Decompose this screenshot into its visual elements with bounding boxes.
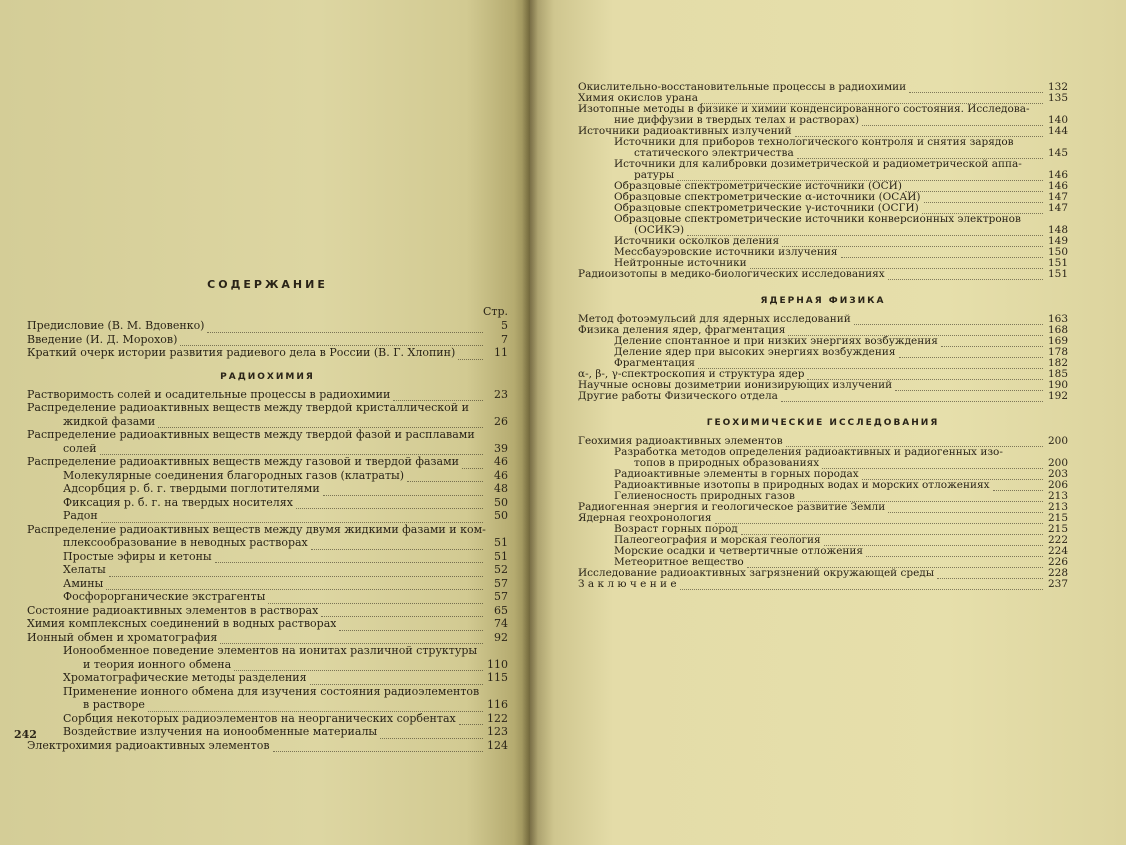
toc-entry-page: 26: [494, 414, 508, 428]
toc-entry: [27, 550, 508, 564]
nuclear-physics-list: [578, 314, 1068, 402]
toc-leader-dots: [924, 193, 1043, 203]
toc-entry: [27, 388, 508, 402]
toc-entry-title: Фрагментация: [614, 358, 696, 369]
toc-entry-page: 123: [487, 725, 508, 738]
toc-leader-dots: [905, 182, 1043, 192]
toc-entry-page: 115: [487, 671, 508, 684]
toc-entry: [27, 319, 508, 333]
toc-leader-dots: [687, 226, 1043, 236]
toc-leader-dots: [993, 481, 1043, 491]
toc-entry: [27, 671, 508, 685]
toc-entry-page: 203: [1047, 468, 1068, 480]
toc-entry: [27, 346, 508, 360]
toc-entry-title: Молекулярные соединения благородных газов (клатраты): [63, 468, 405, 482]
toc-entry-page: 50: [494, 509, 508, 522]
toc-entry: [578, 203, 1068, 214]
toc-entry-title: Образцовые спектрометрические источники конверсионных электронов: [614, 214, 1021, 225]
toc-entry-title: Возраст горных пород: [614, 524, 738, 535]
toc-leader-dots: [862, 116, 1043, 126]
toc-leader-dots: [909, 83, 1043, 93]
toc-leader-dots: [741, 525, 1043, 535]
toc-entry-page: 147: [1047, 202, 1068, 214]
toc-leader-dots: [101, 513, 483, 523]
toc-entry: [578, 336, 1068, 347]
toc-entry: [578, 469, 1068, 480]
toc-entry-title: Хроматографические методы разделения: [63, 671, 307, 684]
right-page: [530, 0, 1126, 845]
toc-entry: [578, 579, 1068, 590]
toc-entry: [578, 148, 1068, 159]
toc-leader-dots: [207, 323, 483, 333]
toc-entry-title: (ОСИКЭ): [634, 225, 685, 236]
toc-entry: [578, 170, 1068, 181]
toc-entry: [578, 369, 1068, 380]
toc-entry: [578, 535, 1068, 546]
toc-entry-title: Радиоактивные элементы в горных породах: [614, 469, 859, 480]
toc-entry-title: Источники радиоактивных излучений: [578, 126, 792, 137]
toc-entry-title: Фосфорорганические экстрагенты: [63, 590, 266, 603]
contents-heading: СОДЕРЖАНИЕ: [207, 278, 328, 291]
toc-leader-dots: [220, 634, 483, 644]
toc-entry: [578, 447, 1068, 458]
toc-entry-title: в растворе: [83, 698, 145, 711]
toc-entry: [578, 458, 1068, 469]
toc-entry-page: 228: [1047, 567, 1068, 579]
toc-entry-page: 122: [487, 711, 508, 725]
toc-leader-dots: [323, 486, 483, 496]
toc-entry: [578, 104, 1068, 115]
toc-entry: [578, 358, 1068, 369]
toc-entry: [27, 725, 508, 739]
toc-entry: [578, 159, 1068, 170]
toc-entry-title: Амины: [63, 576, 104, 590]
toc-entry-page: 124: [487, 738, 508, 752]
toc-entry: [27, 482, 508, 496]
toc-entry: [27, 631, 508, 645]
toc-entry: [578, 391, 1068, 402]
toc-entry: [578, 247, 1068, 258]
radiochemistry-list: [27, 388, 508, 753]
toc-leader-dots: [393, 391, 483, 401]
toc-entry-page: 151: [1047, 257, 1068, 269]
toc-entry-title: Мессбауэровские источники излучения: [614, 247, 838, 258]
toc-entry: [578, 524, 1068, 535]
toc-entry: [578, 269, 1068, 280]
toc-leader-dots: [841, 248, 1043, 258]
toc-entry: [578, 225, 1068, 236]
page-number: 242: [14, 728, 37, 741]
toc-entry-title: Ионный обмен и хроматография: [27, 630, 218, 644]
toc-entry-title: Состояние радиоактивных элементов в растворах: [27, 603, 319, 617]
toc-entry-title: Воздействие излучения на ионообменные материалы: [63, 725, 378, 738]
toc-entry: [578, 325, 1068, 336]
toc-entry: [578, 214, 1068, 225]
toc-entry: [578, 236, 1068, 247]
toc-entry-page: 213: [1047, 501, 1068, 513]
toc-entry-page: 200: [1047, 435, 1068, 447]
toc-entry-title: Применение ионного обмена для изучения состояния радиоэлементов: [63, 684, 480, 698]
toc-leader-dots: [698, 359, 1043, 369]
toc-entry-page: 178: [1047, 346, 1068, 358]
toc-entry-page: 148: [1047, 224, 1068, 236]
toc-entry-page: 57: [494, 590, 508, 603]
toc-leader-dots: [807, 370, 1043, 380]
toc-entry-page: 146: [1047, 169, 1068, 181]
toc-leader-dots: [786, 437, 1043, 447]
toc-entry-title: Распределение радиоактивных веществ между газовой и твердой фазами: [27, 455, 459, 468]
toc-entry-title: жидкой фазами: [63, 414, 156, 428]
toc-entry: [578, 568, 1068, 579]
toc-entry: [578, 93, 1068, 104]
toc-entry-page: 224: [1047, 545, 1068, 557]
toc-entry-page: 192: [1047, 390, 1068, 402]
toc-entry: [27, 415, 508, 429]
toc-entry: [578, 480, 1068, 491]
toc-entry-title: Введение (И. Д. Морохов): [27, 332, 178, 346]
toc-entry: [578, 546, 1068, 557]
toc-leader-dots: [862, 470, 1043, 480]
toc-entry: [578, 314, 1068, 325]
toc-leader-dots: [854, 315, 1043, 325]
toc-leader-dots: [459, 715, 483, 725]
toc-leader-dots: [321, 607, 483, 617]
toc-entry: [27, 401, 508, 415]
radiochemistry-continued-list: [578, 82, 1068, 280]
toc-entry-page: 46: [494, 468, 508, 482]
toc-entry-title: Окислительно-восстановительные процессы в радиохимии: [578, 82, 907, 93]
toc-entry-page: 23: [494, 387, 508, 401]
toc-entry-page: 74: [494, 617, 508, 630]
toc-leader-dots: [750, 259, 1043, 269]
toc-entry-page: 11: [494, 346, 508, 359]
toc-entry-page: 51: [494, 536, 508, 549]
toc-entry-title: Ядерная геохронология: [578, 513, 712, 524]
toc-entry: [578, 181, 1068, 192]
toc-entry-page: 168: [1047, 324, 1068, 336]
toc-leader-dots: [100, 445, 483, 455]
toc-leader-dots: [782, 237, 1043, 247]
toc-entry: [578, 258, 1068, 269]
toc-entry: [578, 82, 1068, 93]
toc-leader-dots: [922, 204, 1043, 214]
toc-entry-title: Химия комплексных соединений в водных растворах: [27, 617, 337, 630]
toc-entry: [27, 509, 508, 523]
toc-leader-dots: [680, 580, 1043, 590]
toc-entry: [27, 428, 508, 442]
geochemistry-list: [578, 436, 1068, 590]
toc-leader-dots: [310, 675, 483, 685]
toc-entry: [27, 442, 508, 456]
toc-leader-dots: [941, 337, 1043, 347]
front-matter-list: [27, 319, 508, 360]
toc-entry: [27, 685, 508, 699]
toc-entry-title: Палеогеография и морская геология: [614, 535, 821, 546]
toc-entry: [27, 496, 508, 510]
toc-entry: [27, 590, 508, 604]
toc-leader-dots: [106, 580, 483, 590]
toc-entry: [578, 347, 1068, 358]
toc-entry: [27, 739, 508, 753]
toc-entry-title: Растворимость солей и осадительные процессы в радиохимии: [27, 387, 391, 401]
toc-entry-page: 200: [1047, 457, 1068, 469]
toc-entry-page: 5: [501, 319, 508, 332]
toc-entry-title: Простые эфиры и кетоны: [63, 549, 212, 563]
toc-leader-dots: [268, 594, 483, 604]
toc-entry: [27, 698, 508, 712]
toc-entry-title: солей: [63, 441, 97, 455]
toc-entry-page: 150: [1047, 246, 1068, 258]
toc-entry-title: ние диффузии в твердых телах и растворах): [614, 115, 860, 126]
toc-entry-page: 52: [494, 563, 508, 576]
toc-leader-dots: [109, 567, 483, 577]
toc-entry-page: 237: [1047, 578, 1068, 590]
toc-entry-title: ратуры: [634, 170, 675, 181]
toc-entry: [27, 617, 508, 631]
toc-leader-dots: [798, 492, 1043, 502]
toc-entry: [578, 115, 1068, 126]
toc-entry-title: плексообразование в неводных растворах: [63, 536, 308, 549]
toc-entry: [27, 563, 508, 577]
toc-entry-page: 110: [487, 657, 508, 671]
toc-entry: [27, 658, 508, 672]
toc-entry-title: Радиогенная энергия и геологическое развитие Земли: [578, 502, 886, 513]
toc-entry-title: Предисловие (В. М. Вдовенко): [27, 319, 205, 332]
toc-entry-page: 7: [501, 332, 508, 346]
toc-entry: [578, 513, 1068, 524]
page-column-label: Стр.: [482, 305, 508, 318]
toc-entry-title: топов в природных образованиях: [634, 458, 820, 469]
toc-entry: [27, 469, 508, 483]
toc-entry-title: Хелаты: [63, 563, 106, 576]
toc-leader-dots: [788, 326, 1043, 336]
toc-entry-title: Радиоактивные изотопы в природных водах и морских отложениях: [614, 480, 990, 491]
toc-entry: [27, 536, 508, 550]
toc-entry-title: Физика деления ядер, фрагментация: [578, 325, 786, 336]
toc-entry-title: Образцовые спектрометрические α-источники (ОСАИ): [614, 192, 921, 203]
toc-entry-title: Источники для калибровки дозиметрической и радиометрической аппа-: [614, 159, 1022, 170]
toc-entry-title: Химия окислов урана: [578, 93, 699, 104]
toc-entry-page: 151: [1047, 268, 1068, 280]
toc-entry-page: 92: [494, 630, 508, 644]
toc-entry-title: Ионообменное поведение элементов на ионитах различной структуры: [63, 644, 478, 657]
toc-entry: [578, 502, 1068, 513]
toc-entry-page: 163: [1047, 313, 1068, 325]
toc-entry-page: 146: [1047, 180, 1068, 192]
toc-leader-dots: [824, 536, 1043, 546]
toc-entry-title: Электрохимия радиоактивных элементов: [27, 738, 270, 752]
toc-leader-dots: [339, 621, 483, 631]
toc-leader-dots: [866, 547, 1043, 557]
toc-entry-title: Деление спонтанное и при низких энергиях возбуждения: [614, 336, 938, 347]
toc-entry-page: 46: [494, 455, 508, 468]
toc-entry: [578, 557, 1068, 568]
toc-entry-page: 206: [1047, 479, 1068, 491]
toc-leader-dots: [677, 171, 1043, 181]
toc-entry-page: 147: [1047, 191, 1068, 203]
toc-entry-title: Геохимия радиоактивных элементов: [578, 436, 783, 447]
toc-entry: [27, 455, 508, 469]
toc-entry-page: 140: [1047, 114, 1068, 126]
section-title-geochemistry: ГЕОХИМИЧЕСКИЕ ИССЛЕДОВАНИЯ: [706, 418, 940, 428]
toc-entry-title: Краткий очерк истории развития радиевого дела в России (В. Г. Хлопин): [27, 346, 456, 359]
toc-entry-page: 215: [1047, 512, 1068, 524]
toc-entry-title: Сорбция некоторых радиоэлементов на неорганических сорбентах: [63, 711, 456, 725]
toc-entry-page: 57: [494, 576, 508, 590]
toc-entry-page: 185: [1047, 368, 1068, 380]
toc-leader-dots: [296, 499, 483, 509]
toc-leader-dots: [888, 503, 1043, 513]
toc-entry-page: 182: [1047, 357, 1068, 369]
toc-entry-title: Другие работы Физического отдела: [578, 391, 778, 402]
toc-leader-dots: [795, 127, 1043, 137]
toc-entry-title: Деление ядер при высоких энергиях возбуждения: [614, 347, 896, 358]
toc-entry: [27, 604, 508, 618]
toc-entry-title: Изотопные методы в физике и химии конденсированного состояния. Исследова-: [578, 104, 1030, 115]
toc-leader-dots: [797, 149, 1043, 159]
toc-entry-page: 50: [494, 495, 508, 509]
section-title-nuclear-physics: ЯДЕРНАЯ ФИЗИКА: [760, 296, 886, 306]
toc-entry-page: 222: [1047, 534, 1068, 546]
toc-leader-dots: [937, 569, 1043, 579]
toc-leader-dots: [407, 472, 483, 482]
toc-entry-title: Научные основы дозиметрии ионизирующих излучений: [578, 380, 893, 391]
toc-leader-dots: [158, 418, 483, 428]
toc-leader-dots: [273, 742, 483, 752]
left-page: [0, 0, 530, 845]
toc-entry-page: 39: [494, 441, 508, 455]
toc-entry: [578, 192, 1068, 203]
toc-entry-title: З а к л ю ч е н и е: [578, 579, 677, 590]
toc-entry-title: Образцовые спектрометрические источники (ОСИ): [614, 181, 902, 192]
toc-leader-dots: [458, 350, 483, 360]
toc-entry-page: 215: [1047, 523, 1068, 535]
toc-entry-title: Источники для приборов технологического контроля и снятия зарядов: [614, 137, 1014, 148]
toc-leader-dots: [462, 459, 483, 469]
toc-entry-page: 116: [487, 698, 508, 711]
toc-leader-dots: [180, 336, 483, 346]
toc-entry-title: статического электричества: [634, 148, 794, 159]
toc-entry-page: 145: [1047, 147, 1068, 159]
toc-entry: [578, 491, 1068, 502]
toc-leader-dots: [899, 348, 1043, 358]
toc-entry-page: 190: [1047, 379, 1068, 391]
toc-entry-title: Образцовые спектрометрические γ-источники (ОСГИ): [614, 203, 919, 214]
toc-entry: [578, 436, 1068, 447]
toc-entry-title: Нейтронные источники: [614, 258, 747, 269]
toc-entry-page: 226: [1047, 556, 1068, 568]
toc-leader-dots: [311, 540, 483, 550]
toc-entry-title: Метод фотоэмульсий для ядерных исследований: [578, 314, 851, 325]
toc-leader-dots: [822, 459, 1043, 469]
toc-entry-page: 51: [494, 549, 508, 563]
toc-entry: [578, 380, 1068, 391]
toc-leader-dots: [715, 514, 1043, 524]
toc-leader-dots: [380, 729, 483, 739]
section-title-radiochemistry: РАДИОХИМИЯ: [220, 371, 315, 382]
toc-leader-dots: [234, 661, 483, 671]
toc-entry-title: Исследование радиоактивных загрязнений окружающей среды: [578, 568, 935, 579]
toc-entry-title: Радон: [63, 509, 98, 522]
toc-entry-title: Фиксация р. б. г. на твердых носителях: [63, 495, 293, 509]
toc-entry-title: Разработка методов определения радиоактивных и радиогенных изо-: [614, 447, 1003, 458]
toc-entry-page: 135: [1047, 92, 1068, 104]
toc-entry-title: Распределение радиоактивных веществ между твердой кристаллической и: [27, 401, 469, 414]
toc-entry-title: Гелиеносность природных газов: [614, 491, 795, 502]
toc-entry-page: 149: [1047, 235, 1068, 247]
toc-entry: [27, 333, 508, 347]
toc-entry-page: 48: [494, 482, 508, 495]
toc-entry-page: 144: [1047, 125, 1068, 137]
toc-entry-page: 169: [1047, 335, 1068, 347]
toc-entry-page: 132: [1047, 81, 1068, 93]
toc-leader-dots: [781, 392, 1043, 402]
toc-leader-dots: [895, 381, 1043, 391]
toc-entry-title: и теория ионного обмена: [83, 657, 232, 671]
toc-entry-title: α-, β-, γ-спектроскопия и структура ядер: [578, 369, 805, 380]
toc-leader-dots: [888, 270, 1043, 280]
toc-entry-title: Адсорбция р. б. г. твердыми поглотителями: [63, 482, 320, 495]
toc-entry: [27, 644, 508, 658]
toc-entry: [27, 523, 508, 537]
toc-entry: [578, 126, 1068, 137]
toc-entry: [578, 137, 1068, 148]
toc-leader-dots: [148, 702, 483, 712]
toc-entry-title: Распределение радиоактивных веществ между твердой фазой и расплавами: [27, 428, 475, 441]
toc-entry-title: Метеоритное вещество: [614, 557, 744, 568]
toc-entry: [27, 577, 508, 591]
toc-leader-dots: [747, 558, 1043, 568]
toc-leader-dots: [215, 553, 483, 563]
toc-entry-title: Морские осадки и четвертичные отложения: [614, 546, 864, 557]
toc-entry-title: Радиоизотопы в медико-биологических исследованиях: [578, 269, 885, 280]
toc-entry-title: Источники осколков деления: [614, 236, 780, 247]
toc-entry-title: Распределение радиоактивных веществ между двумя жидкими фазами и ком-: [27, 522, 486, 536]
toc-entry-page: 213: [1047, 490, 1068, 502]
toc-leader-dots: [701, 94, 1043, 104]
toc-entry-page: 65: [494, 603, 508, 617]
toc-entry: [27, 712, 508, 726]
